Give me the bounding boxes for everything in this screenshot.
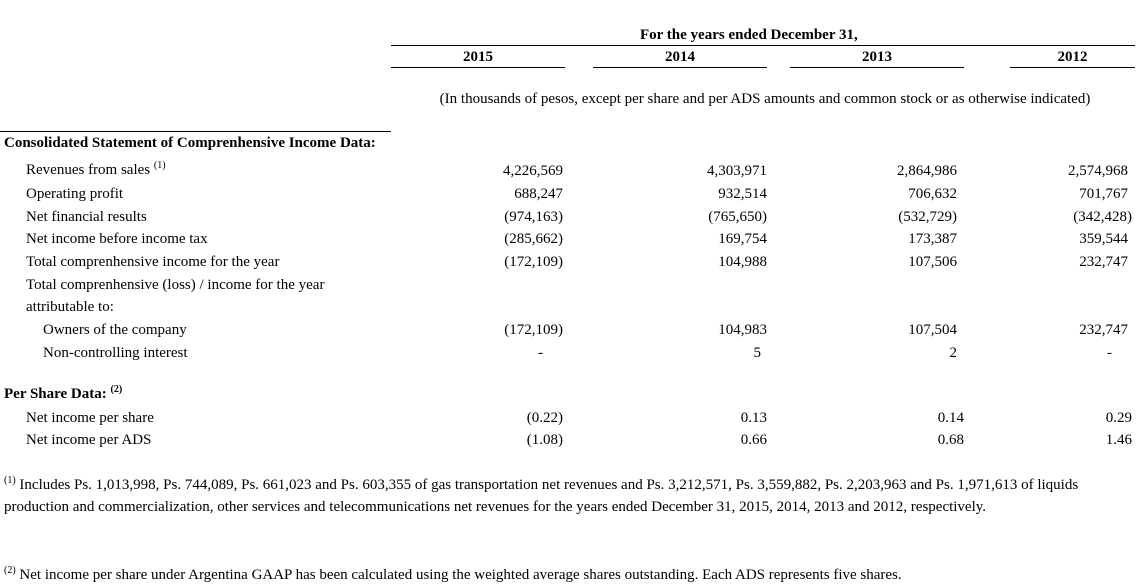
year-header-2015: 2015 — [463, 49, 493, 65]
cell: 0.13 — [740, 410, 767, 426]
cell: 2,864,986 — [897, 163, 957, 179]
cell: 688,247 — [514, 186, 563, 202]
cell: (285,662) — [504, 231, 563, 247]
cell: (172,109) — [504, 254, 563, 270]
row-label: Net income per ADS — [26, 432, 152, 448]
cell: 932,514 — [718, 186, 767, 202]
footnote-2: $^{(2)}$ Net income per share under Argentina GAAP has been calculated using the weighted average shares outstanding. Each ADS represents five shares. — [4, 565, 902, 583]
cell: 104,983 — [718, 322, 767, 338]
cell: 706,632 — [908, 186, 957, 202]
row-label: Net income per share — [26, 410, 154, 426]
cell: 0.29 — [1105, 410, 1132, 426]
cell: 2 — [949, 345, 957, 361]
section-title-income: Consolidated Statement of Comprenhensive Income Data: — [4, 135, 376, 151]
row-label: Total comprenhensive income for the year — [26, 254, 280, 270]
cell: (765,650) — [708, 209, 767, 225]
cell: (342,428) — [1073, 209, 1132, 225]
cell: 359,544 — [1079, 231, 1128, 247]
year-header-2013: 2013 — [862, 49, 892, 65]
cell: 173,387 — [908, 231, 957, 247]
row-label: Non-controlling interest — [43, 345, 188, 361]
footnote-1: $^{(1)}$ Includes Ps. 1,013,998, Ps. 744,089, Ps. 661,023 and Ps. 603,355 of gas transportation net revenues and Ps. 3,212,571, Ps. 3,559,882, Ps. 2,203,963 and Ps. 1,971,613 of liquids production and commercialization, other services and telecommunications net revenues for the years ended December 31, 2015, 2014, 2013 and 2012, respectively. — [4, 475, 1079, 515]
cell: 4,303,971 — [707, 163, 767, 179]
cell: 232,747 — [1079, 254, 1128, 270]
cell: 2,574,968 — [1068, 163, 1128, 179]
table-title: For the years ended December 31, — [640, 27, 858, 43]
cell: (1.08) — [526, 432, 563, 448]
cell: 701,767 — [1079, 186, 1128, 202]
row-label: Total comprenhensive (loss) / income for the year — [26, 277, 325, 293]
year-header-2014: 2014 — [665, 49, 695, 65]
row-label: Operating profit — [26, 186, 124, 202]
header-rule — [391, 45, 1135, 46]
cell: (974,163) — [504, 209, 563, 225]
cell: 4,226,569 — [503, 163, 563, 179]
section-rule — [0, 131, 391, 132]
row-label: attributable to: — [26, 299, 114, 315]
row-label: Net income before income tax — [26, 231, 208, 247]
cell: 1.46 — [1105, 432, 1132, 448]
cell: - — [1107, 345, 1112, 361]
year-underline-2014 — [593, 67, 767, 68]
year-header-2012: 2012 — [1057, 49, 1088, 65]
cell: (172,109) — [504, 322, 563, 338]
year-underline-2012 — [1010, 67, 1135, 68]
cell: (0.22) — [526, 410, 563, 426]
cell: 104,988 — [718, 254, 767, 270]
row-label: Owners of the company — [43, 322, 187, 338]
cell: 5 — [753, 345, 761, 361]
year-underline-2015 — [391, 67, 565, 68]
cell: 232,747 — [1079, 322, 1128, 338]
cell: 0.68 — [937, 432, 964, 448]
cell: 0.14 — [937, 410, 964, 426]
row-label: Net financial results — [26, 209, 147, 225]
cell: - — [538, 345, 543, 361]
cell: 169,754 — [718, 231, 767, 247]
cell: (532,729) — [898, 209, 957, 225]
cell: 107,506 — [908, 254, 957, 270]
year-underline-2013 — [790, 67, 964, 68]
units-note: (In thousands of pesos, except per share and per ADS amounts and common stock or as otherwise indicated) — [439, 91, 1091, 107]
cell: 107,504 — [908, 322, 957, 338]
cell: 0.66 — [740, 432, 767, 448]
section-title-per-share: Per Share Data: $^{(2)}$ — [4, 384, 123, 402]
row-label: Revenues from sales $^{(1)}$ — [26, 160, 166, 178]
